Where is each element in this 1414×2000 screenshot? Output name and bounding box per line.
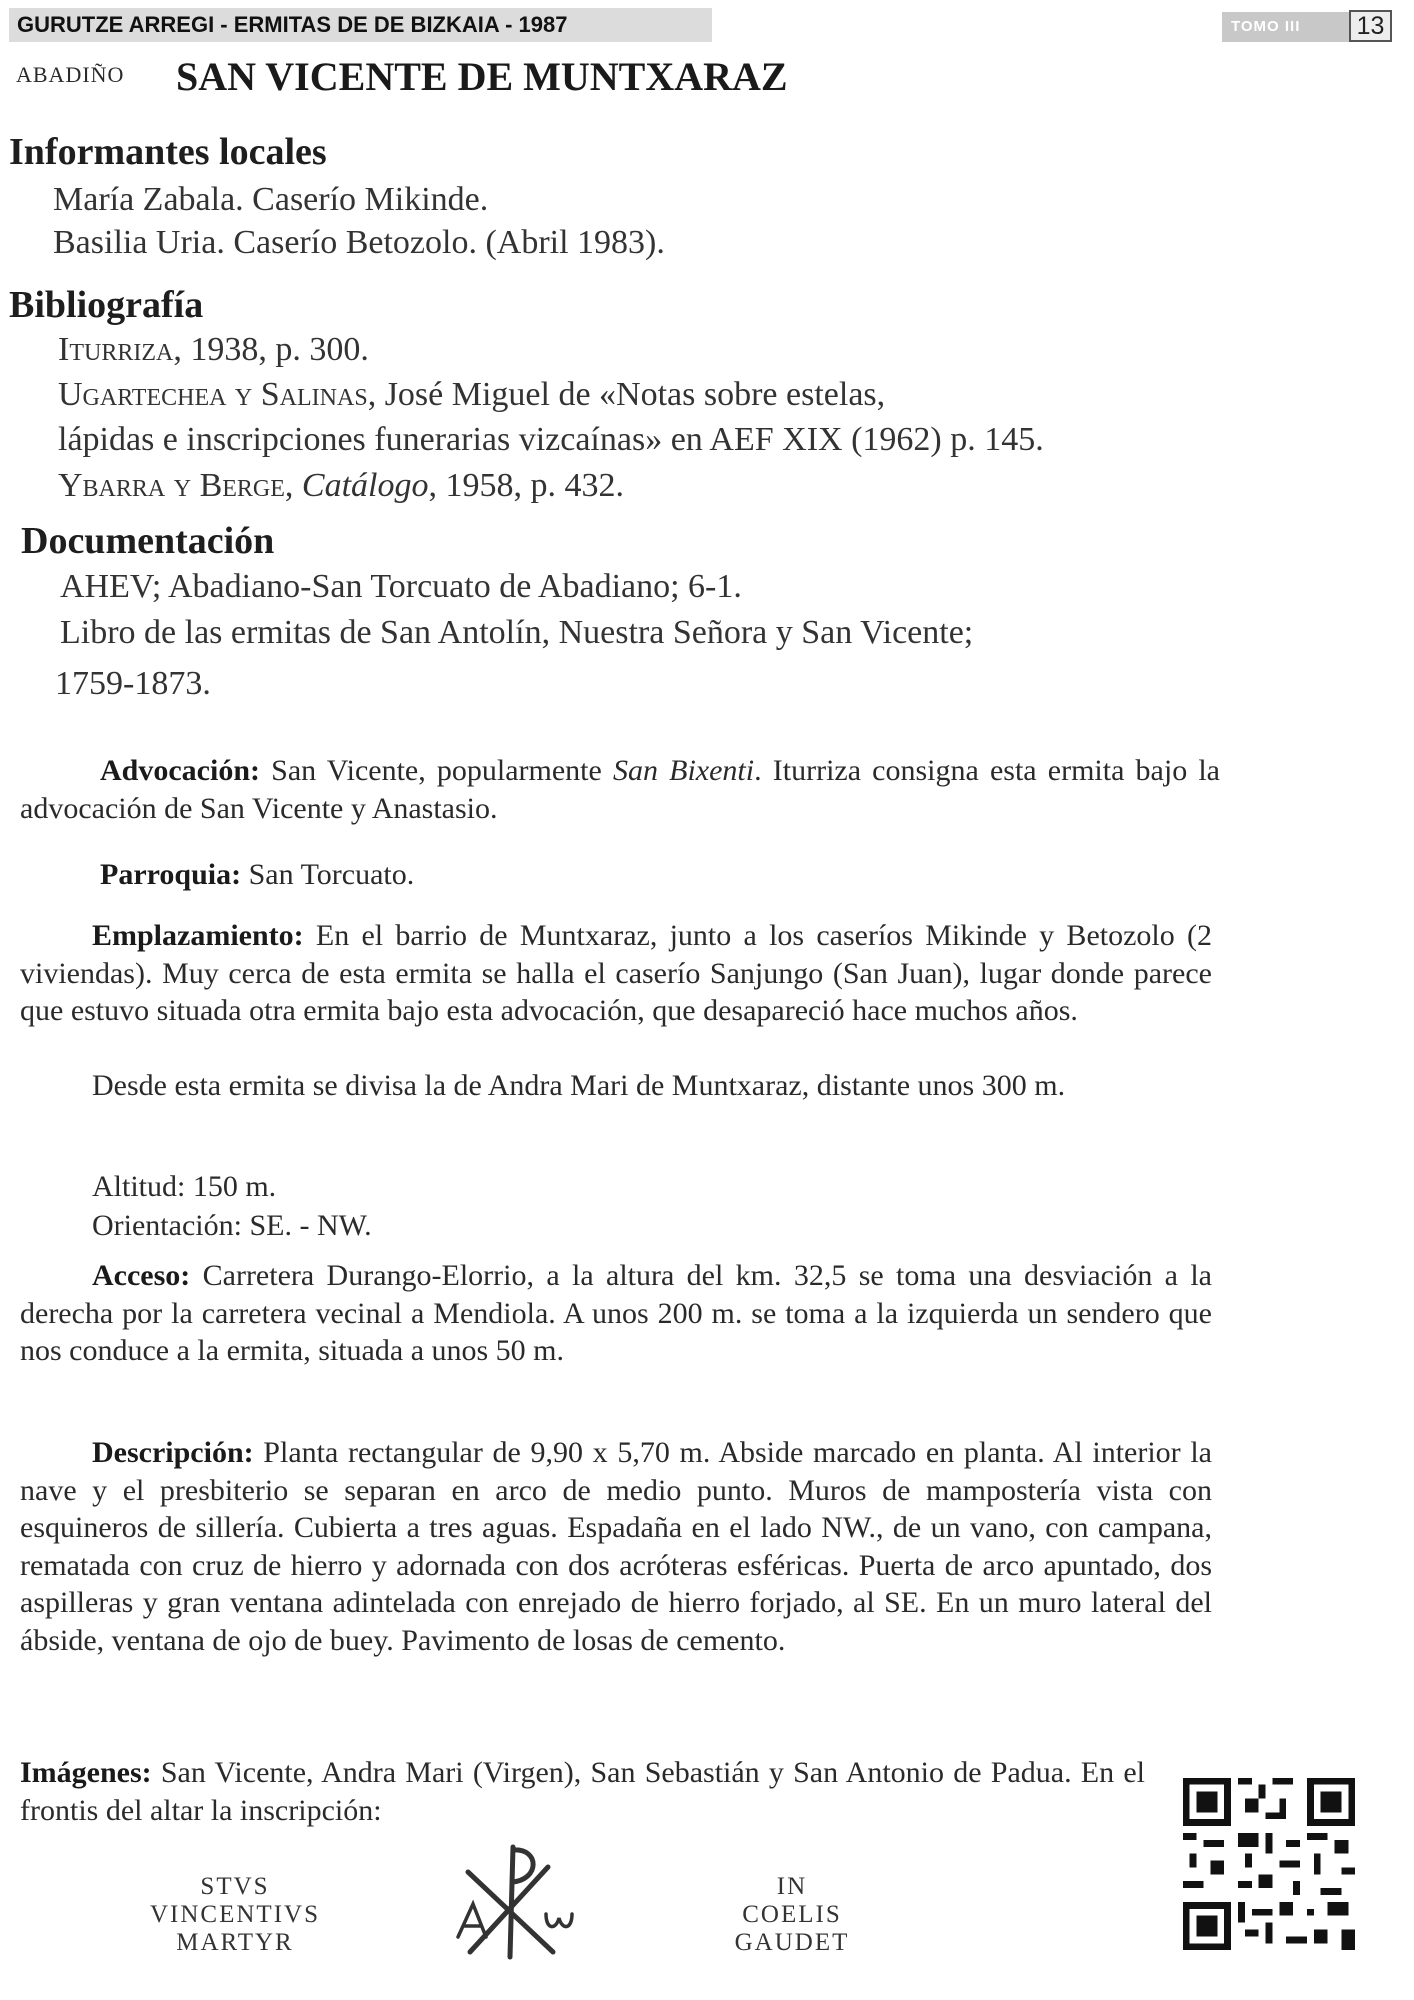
- imagenes-paragraph: [20, 1754, 1145, 1829]
- chi-rho-symbol: [448, 1842, 598, 1962]
- acceso-label: Acceso:: [92, 1259, 191, 1292]
- running-header: GURUTZE ARREGI - ERMITAS DE DE BIZKAIA - 1987: [9, 8, 712, 42]
- bibliografia-heading: Bibliografía: [9, 284, 204, 326]
- inscription-line: MARTYR: [176, 1929, 294, 1956]
- imagenes-label: Imágenes:: [20, 1756, 152, 1789]
- bibliography-entry-cont: lápidas e inscripciones funerarias vizcaínas» en AEF XIX (1962) p. 145.: [58, 421, 1044, 458]
- altitud: Altitud: 150 m.: [92, 1170, 277, 1203]
- emplazamiento-label: Emplazamiento:: [92, 919, 304, 952]
- parroquia-paragraph: [100, 856, 1100, 894]
- inscription-right: [712, 1873, 872, 1957]
- advocacion-label: Advocación:: [100, 754, 260, 787]
- bibliography-entry: [58, 331, 369, 369]
- orientacion: Orientación: SE. - NW.: [92, 1209, 372, 1242]
- bib-citation: , José Miguel de «Notas sobre estelas,: [367, 376, 886, 413]
- page-number: 13: [1349, 10, 1392, 42]
- advocacion-basque-name: San Bixenti: [612, 754, 755, 787]
- informante-line: Basilia Uria. Caserío Betozolo. (Abril 1983).: [53, 224, 665, 261]
- emplazamiento-paragraph-2: [20, 1067, 1212, 1105]
- bib-separator: ,: [284, 467, 302, 504]
- advocacion-paragraph: [20, 752, 1220, 827]
- inscription-left: [135, 1873, 335, 1957]
- page-title: SAN VICENTE DE MUNTXARAZ: [176, 54, 788, 99]
- parroquia-label: Parroquia:: [100, 858, 242, 891]
- advocacion-text: San Vicente, popularmente: [260, 754, 613, 787]
- documentacion-line: Libro de las ermitas de San Antolín, Nuestra Señora y San Vicente;: [60, 614, 974, 651]
- descripcion-paragraph: [20, 1434, 1212, 1659]
- inscription-line: IN: [776, 1873, 808, 1900]
- municipality: ABADIÑO: [16, 62, 125, 87]
- emplazamiento-text: Desde esta ermita se divisa la de Andra Mari de Muntxaraz, distante unos 300 m.: [92, 1069, 1066, 1102]
- parroquia-text: San Torcuato.: [241, 858, 415, 891]
- inscription-line: GAUDET: [734, 1929, 850, 1956]
- acceso-text: Carretera Durango-Elorrio, a la altura del km. 32,5 se toma una desviación a la derecha por la carretera vecinal a Mendiola. A unos 200 m. se toma a la izquierda un sendero que nos conduce a la ermita, situada a unos 50 m.: [20, 1259, 1212, 1367]
- imagenes-text: San Vicente, Andra Mari (Virgen), San Sebastián y San Antonio de Padua. En el frontis del altar la inscripción:: [20, 1756, 1145, 1827]
- descripcion-text: Planta rectangular de 9,90 x 5,70 m. Abside marcado en planta. Al interior la nave y el presbiterio se separan en arco de medio punto. Muros de mampostería vista con esquineros de sillería. Cubierta a tres aguas. Espadaña en el lado NW., de un vano, con campana, rematada con cruz de hierro y adornada con dos acróteras esféricas. Puerta de arco apuntado, dos aspilleras y gran ventana adintelada con enrejado de hierro forjado, al SE. En un muro lateral del ábside, ventana de ojo de buey. Pavimento de losas de cemento.: [20, 1436, 1212, 1657]
- emplazamiento-paragraph: [20, 917, 1212, 1030]
- inscription-line: STVS: [200, 1873, 270, 1900]
- documentacion-line: AHEV; Abadiano-San Torcuato de Abadiano; 6-1.: [60, 568, 742, 605]
- advocacion-text: . Iturriza consigna esta ermita bajo la advocación de San Vicente y Anastasio.: [20, 754, 1220, 825]
- bib-author: Iturriza: [58, 331, 174, 368]
- descripcion-label: Descripción:: [92, 1436, 254, 1469]
- inscription-line: VINCENTIVS: [150, 1901, 320, 1928]
- qr-code: [1169, 1764, 1369, 1964]
- bib-work: Catálogo: [301, 467, 429, 504]
- inscription-line: COELIS: [742, 1901, 842, 1928]
- informante-line: María Zabala. Caserío Mikinde.: [53, 181, 489, 218]
- bib-citation: , 1938, p. 300.: [173, 331, 369, 368]
- bib-author: Ybarra y Berge: [58, 467, 285, 504]
- documentacion-heading: Documentación: [21, 520, 275, 562]
- acceso-paragraph: [20, 1257, 1212, 1370]
- informantes-heading: Informantes locales: [9, 131, 327, 173]
- bib-author: Ugartechea y Salinas: [58, 376, 368, 413]
- bibliography-entry: [58, 376, 885, 414]
- volume-label: TOMO III: [1222, 12, 1350, 42]
- emplazamiento-text: En el barrio de Muntxaraz, junto a los caseríos Mikinde y Betozolo (2 viviendas). Muy cerca de esta ermita se halla el caserío Sanjungo (San Juan), lugar donde parece que estuvo situada otra ermita bajo esta advocación, que desapareció hace muchos años.: [20, 919, 1212, 1027]
- bib-citation: , 1958, p. 432.: [428, 467, 624, 504]
- bibliography-entry: [58, 467, 624, 505]
- documentacion-line: 1759-1873.: [55, 665, 211, 702]
